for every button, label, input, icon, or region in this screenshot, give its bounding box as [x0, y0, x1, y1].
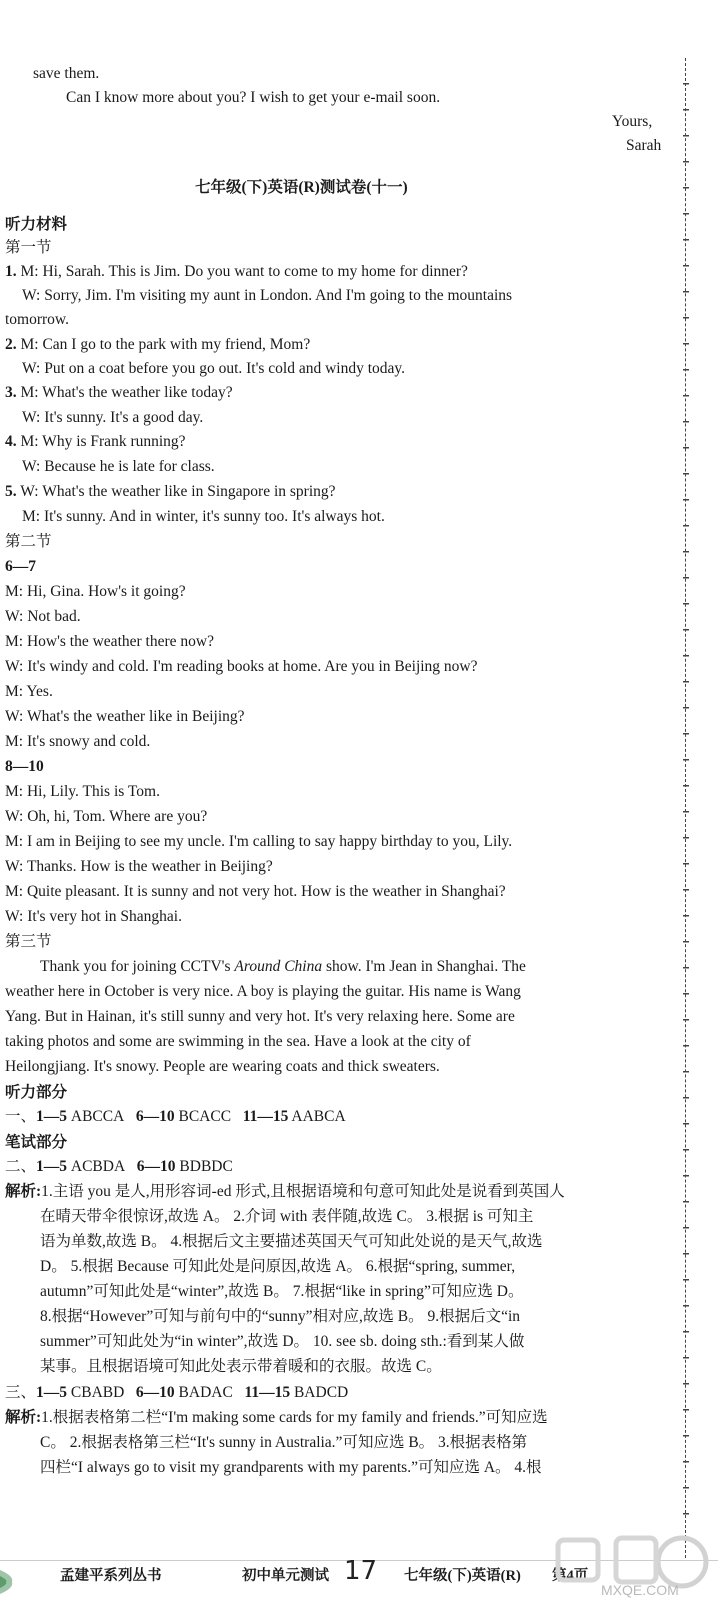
leaf-icon	[0, 1566, 22, 1598]
analysis-line: autumn”可知此处是“winter”,故选 B。 7.根据“like in spring”可知应选 D。	[40, 1283, 524, 1300]
letter-line: Can I know more about you? I wish to get your e-mail soon.	[66, 89, 441, 106]
passage-line: weather here in October is very nice. A boy is playing the guitar. His name is Wang	[5, 983, 521, 1000]
section-heading: 听力材料	[5, 216, 68, 233]
dialogue-line: W: Sorry, Jim. I'm visiting my aunt in London. And I'm going to the mountains	[22, 287, 513, 304]
watermark-text: MXQE.COM	[601, 1582, 679, 1598]
group-label: 8—10	[5, 758, 44, 775]
dialogue-line: W: It's sunny. It's a good day.	[22, 409, 204, 426]
footer-handwriting: 17	[344, 1556, 378, 1586]
analysis-label: 解析:	[5, 1183, 42, 1200]
analysis-line: 某事。且根据语境可知此处表示带着暖和的衣服。故选 C。	[40, 1358, 442, 1375]
analysis-line: 解析:1.根据表格第二栏“I'm making some cards for my family and friends.”可知应选	[5, 1409, 548, 1426]
dialogue-line: 2. M: Can I go to the park with my friend, Mom?	[5, 336, 311, 353]
item-number: 5.	[5, 483, 17, 500]
section-heading: 笔试部分	[5, 1134, 68, 1151]
letter-signature: Sarah	[626, 137, 662, 154]
dialogue-line: 4. M: Why is Frank running?	[5, 433, 186, 450]
answer-line: 二、1—5 ACBDA 6—10 BDBDC	[5, 1158, 233, 1175]
dialogue-line: M: Hi, Lily. This is Tom.	[5, 783, 160, 800]
dialogue-line: W: It's very hot in Shanghai.	[5, 908, 182, 925]
dialogue-line: M: Quite pleasant. It is sunny and not very hot. How is the weather in Shanghai?	[5, 883, 506, 900]
dialogue-line: W: Put on a coat before you go out. It's cold and windy today.	[22, 360, 406, 377]
cut-line-ticks	[678, 62, 694, 1542]
analysis-line: D。 5.根据 Because 可知此处是问原因,故选 A。 6.根据“spring, summer,	[40, 1258, 516, 1275]
dialogue-line: W: Oh, hi, Tom. Where are you?	[5, 808, 208, 825]
dialogue-line: M: I am in Beijing to see my uncle. I'm calling to say happy birthday to you, Lily.	[5, 833, 513, 850]
item-number: 2.	[5, 336, 17, 353]
analysis-line: C。 2.根据表格第三栏“It's sunny in Australia.”可知应选 B。 3.根据表格第	[40, 1434, 528, 1451]
passage-line: Yang. But in Hainan, it's still sunny and very hot. It's very relaxing here. Some are	[5, 1008, 515, 1025]
section-heading: 听力部分	[5, 1084, 68, 1101]
test-title: 七年级(下)英语(R)测试卷(十一)	[195, 179, 408, 196]
answer-line: 一、1—5 ABCCA 6—10 BCACC 11—15 AABCA	[5, 1108, 346, 1125]
dialogue-line: W: Not bad.	[5, 608, 81, 625]
footer-series: 孟建平系列丛书	[60, 1568, 162, 1584]
footer-page: 第4页	[552, 1568, 589, 1584]
analysis-line: summer”可知此处为“in winter”,故选 D。 10. see sb. doing sth.:看到某人做	[40, 1333, 525, 1350]
dialogue-line: M: It's sunny. And in winter, it's sunny too. It's always hot.	[22, 508, 385, 525]
analysis-line: 语为单数,故选 B。 4.根据后文主要描述英国天气可知此处说的是天气,故选	[40, 1233, 543, 1250]
item-number: 3.	[5, 384, 17, 401]
dialogue-line: M: How's the weather there now?	[5, 633, 214, 650]
analysis-label: 解析:	[5, 1409, 42, 1426]
passage-line: taking photos and some are swimming in the sea. Have a look at the city of	[5, 1033, 471, 1050]
analysis-line: 8.根据“However”可知与前句中的“sunny”相对应,故选 B。 9.根据后文“in	[40, 1308, 521, 1325]
analysis-line: 解析:1.主语 you 是人,用形容词-ed 形式,且根据语境和句意可知此处是说看到英国人	[5, 1183, 565, 1200]
analysis-line: 在晴天带伞很惊讶,故选 A。 2.介词 with 表伴随,故选 C。 3.根据 is 可知主	[40, 1208, 534, 1225]
item-number: 4.	[5, 433, 17, 450]
dialogue-line: 3. M: What's the weather like today?	[5, 384, 233, 401]
passage-line: Heilongjiang. It's snowy. People are wearing coats and thick sweaters.	[5, 1058, 440, 1075]
part-heading: 第二节	[5, 533, 52, 550]
dialogue-line: W: It's windy and cold. I'm reading books at home. Are you in Beijing now?	[5, 658, 478, 675]
letter-closing: Yours,	[612, 113, 653, 130]
dialogue-line: W: Thanks. How is the weather in Beijing?	[5, 858, 273, 875]
dialogue-line: tomorrow.	[5, 311, 69, 328]
dialogue-line: M: Hi, Gina. How's it going?	[5, 583, 186, 600]
analysis-line: 四栏“I always go to visit my grandparents with my parents.”可知应选 A。 4.根	[40, 1459, 542, 1476]
passage-line: Thank you for joining CCTV's Around China show. I'm Jean in Shanghai. The	[40, 958, 526, 975]
dialogue-line: M: It's snowy and cold.	[5, 733, 151, 750]
part-heading: 第三节	[5, 933, 52, 950]
group-label: 6—7	[5, 558, 36, 575]
part-heading: 第一节	[5, 239, 52, 256]
footer-book: 初中单元测试	[242, 1568, 329, 1584]
item-number: 1.	[5, 263, 17, 280]
letter-line: save them.	[33, 65, 100, 82]
footer-grade: 七年级(下)英语(R)	[404, 1568, 521, 1584]
dialogue-line: 1. M: Hi, Sarah. This is Jim. Do you want to come to my home for dinner?	[5, 263, 468, 280]
dialogue-line: W: Because he is late for class.	[22, 458, 215, 475]
dialogue-line: M: Yes.	[5, 683, 53, 700]
answer-line: 三、1—5 CBABD 6—10 BADAC 11—15 BADCD	[5, 1384, 349, 1401]
dialogue-line: 5. W: What's the weather like in Singapore in spring?	[5, 483, 336, 500]
dialogue-line: W: What's the weather like in Beijing?	[5, 708, 245, 725]
